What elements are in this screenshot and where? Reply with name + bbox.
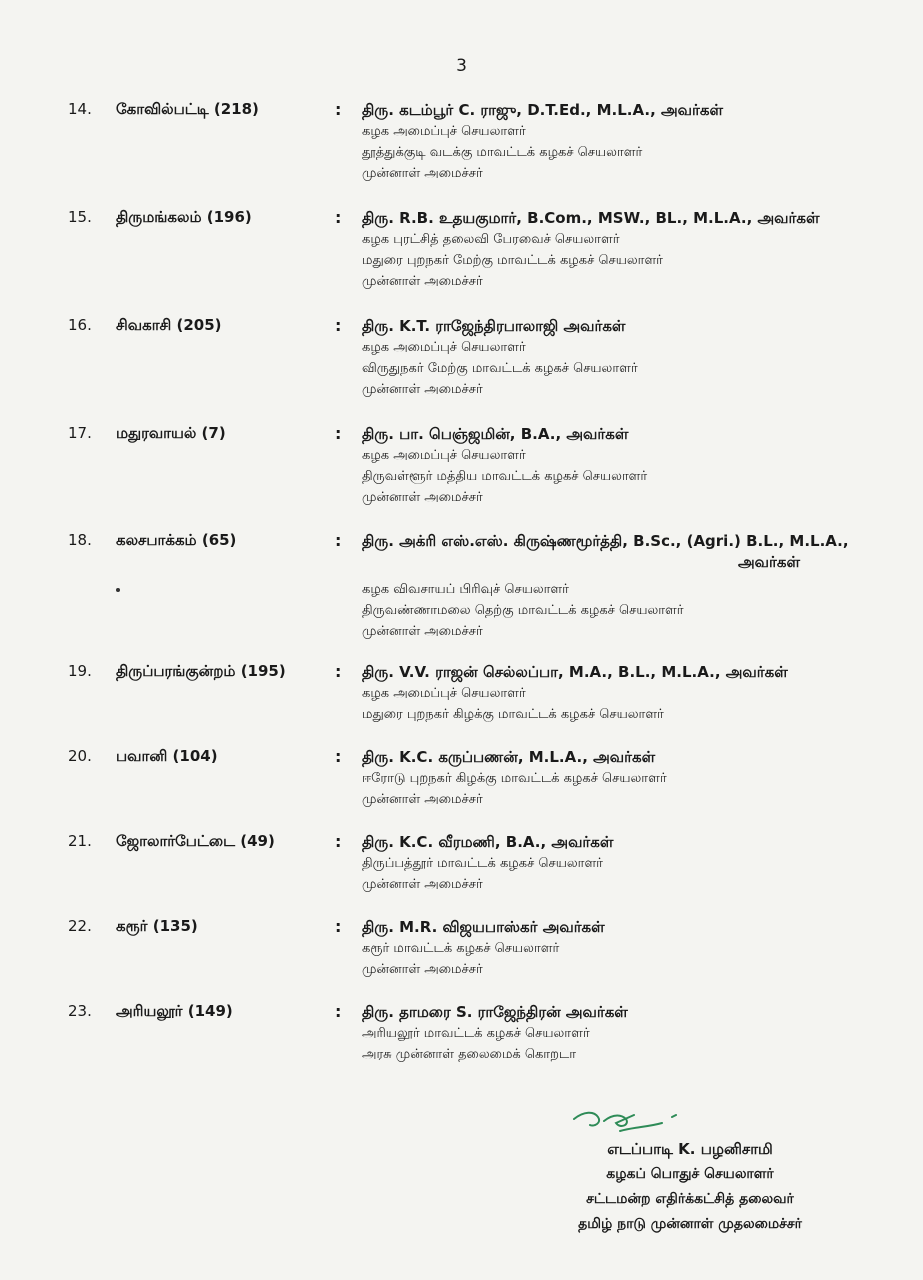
entry-number: 23. xyxy=(68,1002,92,1020)
person-role: ஈரோடு புறநகர் கிழக்கு மாவட்டக் கழகச் செயலாளர் xyxy=(362,771,667,786)
signatory-name: எடப்பாடி K. பழனிசாமி xyxy=(607,1140,773,1158)
constituency: அரியலூர் (149) xyxy=(116,1002,233,1020)
person-name: திரு. K.T. ராஜேந்திரபாலாஜி அவர்கள் xyxy=(362,317,626,335)
entry-number: 20. xyxy=(68,747,92,765)
signatory-title: சட்டமன்ற எதிர்க்கட்சித் தலைவர் xyxy=(586,1191,794,1207)
person-role: முன்னாள் அமைச்சர் xyxy=(362,166,483,181)
person-role: கழக அமைப்புச் செயலாளர் xyxy=(362,448,526,463)
separator-colon: : xyxy=(335,208,342,227)
person-role: திருவள்ளூர் மத்திய மாவட்டக் கழகச் செயலாளர் xyxy=(362,469,648,484)
person-name: திரு. V.V. ராஜன் செல்லப்பா, M.A., B.L., M.L.A., அவர்கள் xyxy=(362,663,788,681)
person-name-continuation: அவர்கள் xyxy=(738,553,800,571)
person-details xyxy=(362,316,892,400)
person-name: திரு. M.R. விஜயபாஸ்கர் அவர்கள் xyxy=(362,918,605,936)
person-details xyxy=(362,662,892,725)
ink-speck xyxy=(116,588,120,592)
page-number: 3 xyxy=(456,56,467,76)
entry-number: 21. xyxy=(68,832,92,850)
separator-colon: : xyxy=(335,747,342,766)
separator-colon: : xyxy=(335,531,342,550)
entry-number: 19. xyxy=(68,662,92,680)
separator-colon: : xyxy=(335,662,342,681)
person-role: திருவண்ணாமலை தெற்கு மாவட்டக் கழகச் செயலாளர் xyxy=(362,603,684,618)
person-role: மதுரை புறநகர் மேற்கு மாவட்டக் கழகச் செயலாளர் xyxy=(362,253,663,268)
signatory-title: தமிழ் நாடு முன்னாள் முதலமைச்சர் xyxy=(578,1216,802,1232)
separator-colon: : xyxy=(335,832,342,851)
constituency: கோவில்பட்டி (218) xyxy=(116,100,259,118)
person-name: திரு. K.C. வீரமணி, B.A., அவர்கள் xyxy=(362,833,614,851)
handwritten-signature xyxy=(564,1105,704,1137)
constituency: ஜோலார்பேட்டை (49) xyxy=(116,832,275,850)
person-role: கரூர் மாவட்டக் கழகச் செயலாளர் xyxy=(362,941,560,956)
person-role: முன்னாள் அமைச்சர் xyxy=(362,792,483,807)
person-role: அரசு முன்னாள் தலைமைக் கொறடா xyxy=(362,1047,577,1062)
constituency: கரூர் (135) xyxy=(116,917,198,935)
signature-block xyxy=(520,1105,860,1237)
person-name: திரு. அக்ரி எஸ்.எஸ். கிருஷ்ணமூர்த்தி, B.Sc., (Agri.) B.L., M.L.A., xyxy=(362,532,849,550)
person-role: கழக விவசாயப் பிரிவுச் செயலாளர் xyxy=(362,582,569,597)
person-role: விருதுநகர் மேற்கு மாவட்டக் கழகச் செயலாளர் xyxy=(362,361,638,376)
person-role: முன்னாள் அமைச்சர் xyxy=(362,877,483,892)
constituency: திருப்பரங்குன்றம் (195) xyxy=(116,662,286,680)
person-name: திரு. தாமரை S. ராஜேந்திரன் அவர்கள் xyxy=(362,1003,628,1021)
person-details xyxy=(362,832,892,895)
constituency: மதுரவாயல் (7) xyxy=(116,424,226,442)
entry-number: 17. xyxy=(68,424,92,442)
separator-colon: : xyxy=(335,1002,342,1021)
person-role: கழக அமைப்புச் செயலாளர் xyxy=(362,340,526,355)
person-details xyxy=(362,208,892,292)
person-role: முன்னாள் அமைச்சர் xyxy=(362,624,483,639)
person-role: முன்னாள் அமைச்சர் xyxy=(362,490,483,505)
person-role: திருப்பத்தூர் மாவட்டக் கழகச் செயலாளர் xyxy=(362,856,603,871)
person-name: திரு. கடம்பூர் C. ராஜு, D.T.Ed., M.L.A., அவர்கள் xyxy=(362,101,723,119)
signatory-title: கழகப் பொதுச் செயலாளர் xyxy=(606,1166,774,1182)
entry-number: 14. xyxy=(68,100,92,118)
person-role: முன்னாள் அமைச்சர் xyxy=(362,274,483,289)
person-details xyxy=(362,531,892,642)
person-details xyxy=(362,917,892,980)
entry-number: 18. xyxy=(68,531,92,549)
constituency: பவானி (104) xyxy=(116,747,218,765)
constituency: கலசபாக்கம் (65) xyxy=(116,531,237,549)
person-role: அரியலூர் மாவட்டக் கழகச் செயலாளர் xyxy=(362,1026,590,1041)
person-role: கழக அமைப்புச் செயலாளர் xyxy=(362,686,526,701)
person-role: முன்னாள் அமைச்சர் xyxy=(362,382,483,397)
entry-number: 15. xyxy=(68,208,92,226)
person-details xyxy=(362,747,892,810)
constituency: சிவகாசி (205) xyxy=(116,316,222,334)
separator-colon: : xyxy=(335,424,342,443)
person-role: மதுரை புறநகர் கிழக்கு மாவட்டக் கழகச் செயலாளர் xyxy=(362,707,664,722)
person-role: முன்னாள் அமைச்சர் xyxy=(362,962,483,977)
person-role: கழக புரட்சித் தலைவி பேரவைச் செயலாளர் xyxy=(362,232,620,247)
person-name: திரு. K.C. கருப்பணன், M.L.A., அவர்கள் xyxy=(362,748,656,766)
constituency: திருமங்கலம் (196) xyxy=(116,208,252,226)
person-role: தூத்துக்குடி வடக்கு மாவட்டக் கழகச் செயலாளர் xyxy=(362,145,643,160)
separator-colon: : xyxy=(335,316,342,335)
person-name: திரு. R.B. உதயகுமார், B.Com., MSW., BL., M.L.A., அவர்கள் xyxy=(362,209,820,227)
entry-number: 22. xyxy=(68,917,92,935)
person-details xyxy=(362,1002,892,1065)
person-role: கழக அமைப்புச் செயலாளர் xyxy=(362,124,526,139)
separator-colon: : xyxy=(335,917,342,936)
person-details xyxy=(362,424,892,508)
entry-number: 16. xyxy=(68,316,92,334)
person-details xyxy=(362,100,892,184)
separator-colon: : xyxy=(335,100,342,119)
person-name: திரு. பா. பெஞ்ஜமின், B.A., அவர்கள் xyxy=(362,425,629,443)
